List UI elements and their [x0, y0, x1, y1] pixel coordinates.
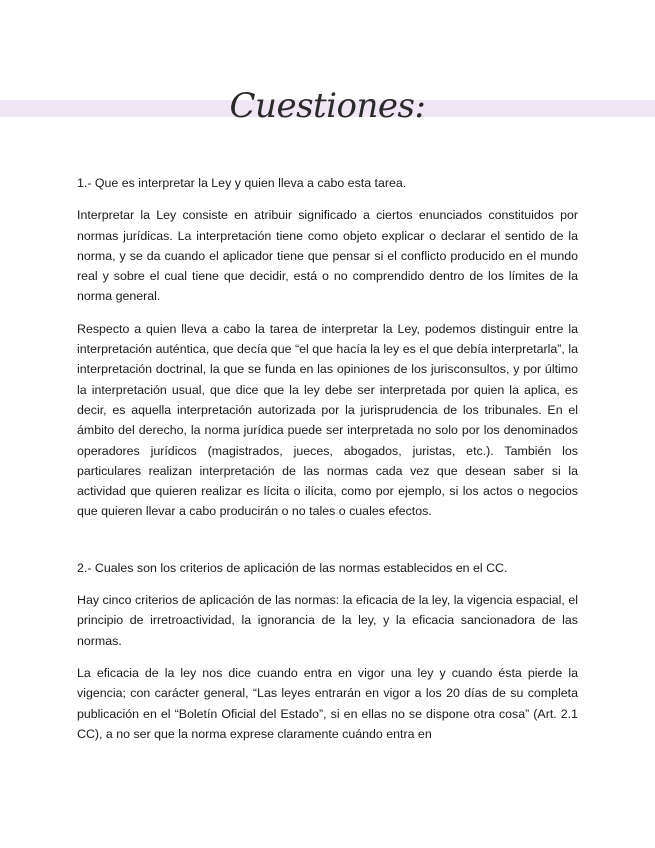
section-2: [77, 558, 578, 744]
section-1: [77, 173, 578, 522]
question-1: 1.- Que es interpretar la Ley y quien lleva a cabo esta tarea.: [77, 176, 407, 190]
answer-2-paragraph-2: La eficacia de la ley nos dice cuando entra en vigor una ley y cuando ésta pierde la vigencia; con carácter general, “Las leyes entrarán en vigor a los 20 días de su completa publicación en el “Boletín Oficial del Estado”, si en ellas no se dispone otra cosa” (Art. 2.1 CC), a no ser que la norma exprese claramente cuándo entra en: [77, 665, 578, 741]
answer-2-paragraph-1: Hay cinco criterios de aplicación de las normas: la eficacia de la ley, la vigencia espacial, el principio de irretroactividad, la ignorancia de la ley, y la eficacia sancionadora de las normas.: [77, 593, 578, 648]
section-spacer: [77, 534, 578, 558]
answer-1-paragraph-2: Respecto a quien lleva a cabo la tarea de interpretar la Ley, podemos distinguir entre la interpretación auténtica, que decía que “el que hacía la ley es el que debía interpretarla”, la interpretación doctrinal, la que se funda en las opiniones de los jurisconsultos, y por último la interpretación usual, que dice que la ley debe ser interpretada por quien la aplica, es decir, es aquella interpretación autorizada por la jurisprudencia de los tribunales. En el ámbito del derecho, la norma jurídica puede ser interpretada no solo por los denominados operadores jurídicos (magistrados, jueces, abogados, juristas, etc.). También los particulares realizan interpretación de las normas cada vez que desean saber si la actividad que quieren realizar es lícita o ilícita, como por ejemplo, si los actos o negocios que quieren llevar a cabo producirán o no tales o cuales efectos.: [77, 321, 578, 519]
question-2: 2.- Cuales son los criterios de aplicación de las normas establecidos en el CC.: [77, 560, 508, 575]
page-title: Cuestiones:: [229, 86, 426, 126]
document-body: [77, 173, 578, 756]
answer-1-paragraph-1: Interpretar la Ley consiste en atribuir significado a ciertos enunciados constituidos por normas jurídicas. La interpretación tiene como objeto explicar o declarar el sentido de la norma, y se da cuando el aplicador tiene que pensar si el conflicto producido en el mundo real y sobre el cual tiene que decidir, está o no comprendido dentro de los límites de la norma general.: [77, 208, 578, 304]
